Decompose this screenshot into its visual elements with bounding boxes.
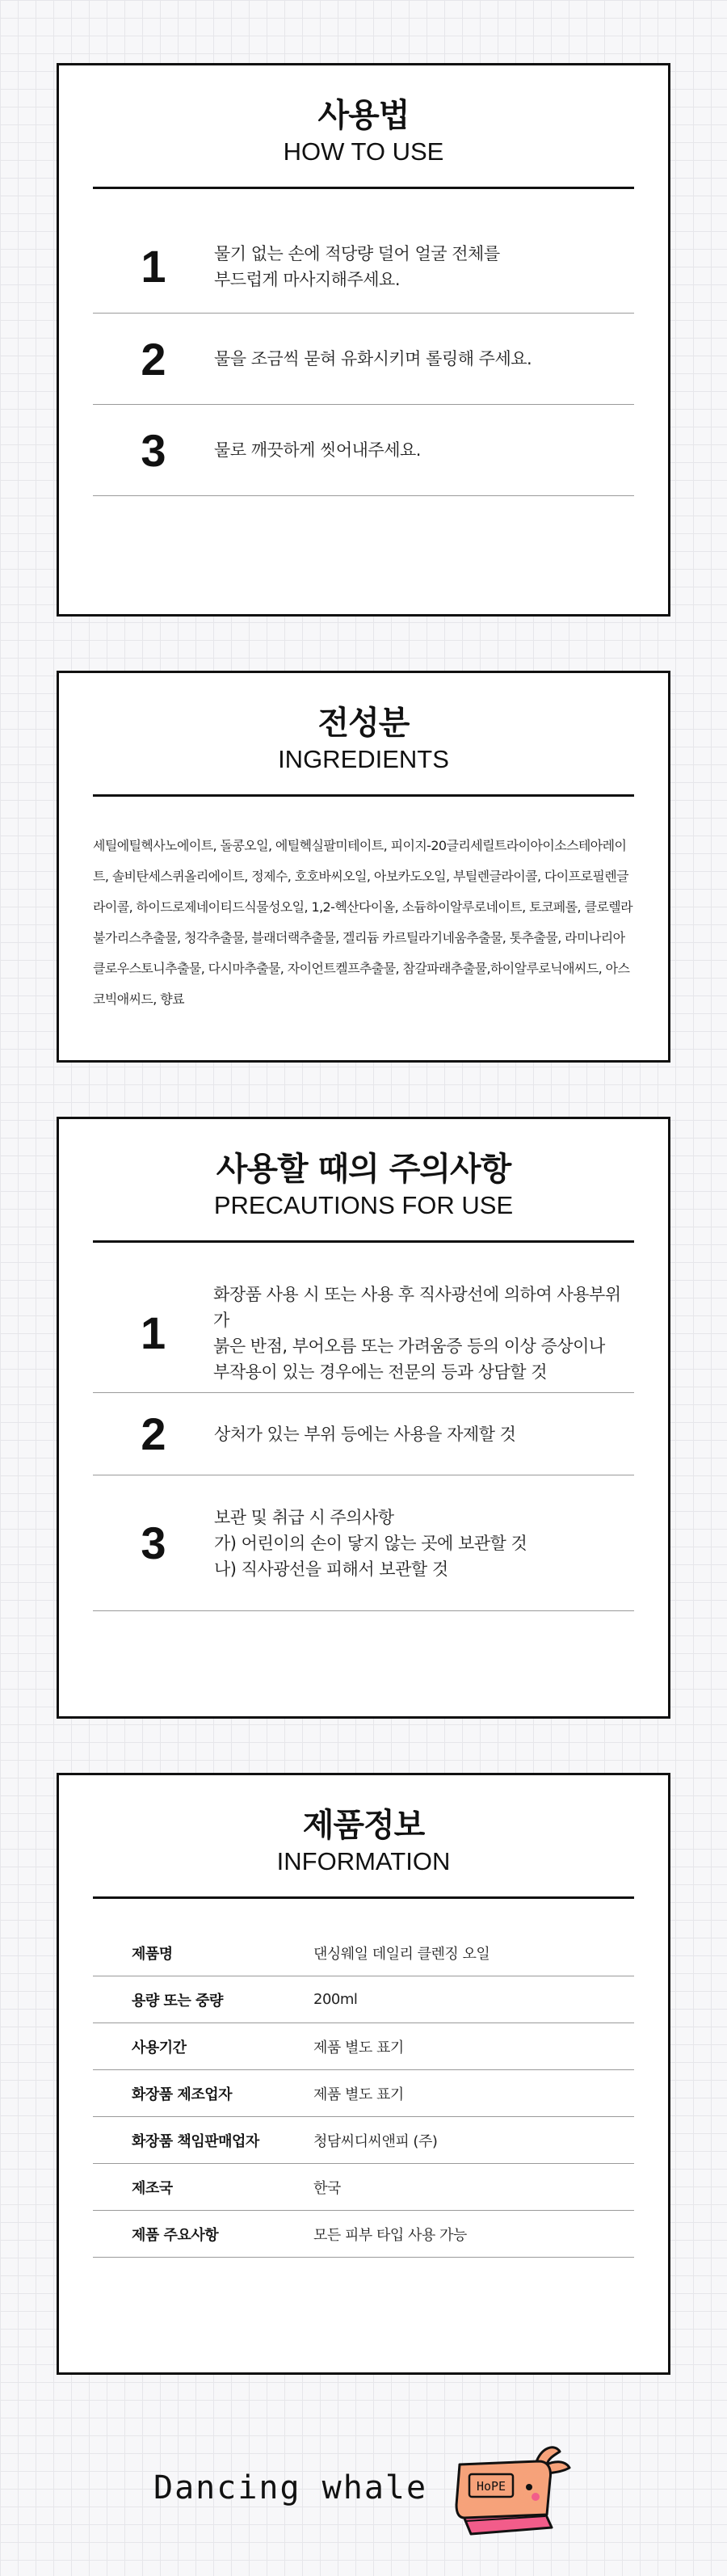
step-number: 1: [141, 241, 166, 292]
info-label: 사용기간: [132, 2039, 187, 2056]
ingredients-header: [59, 673, 668, 775]
info-row: [93, 2070, 634, 2117]
information-title-ko: 제품정보: [302, 1807, 425, 1844]
info-label: 제품 주요사항: [132, 2226, 219, 2244]
precautions-steps: [93, 1273, 634, 1611]
header-divider: [93, 1240, 634, 1243]
how-to-use-title-en: HOW TO USE: [283, 137, 444, 166]
info-row: [93, 2211, 634, 2258]
information-header: [59, 1775, 668, 1877]
how-to-use-steps: [93, 220, 634, 496]
info-value: 200ml: [313, 1991, 358, 2008]
info-label: 화장품 책임판매업자: [132, 2132, 259, 2150]
info-label: 용량 또는 중량: [132, 1992, 223, 2010]
step-number: 2: [141, 333, 166, 385]
information-card: [57, 1773, 670, 2375]
step-row: [93, 1273, 634, 1393]
brand-footer: [0, 2440, 727, 2545]
step-text: 보관 및 취급 시 주의사항 가) 어린이의 손이 닿지 않는 곳에 보관할 것 나) 직사광선을 피해서 보관할 것: [214, 1507, 527, 1579]
step-row: [93, 1393, 634, 1475]
step-text: 물로 깨끗하게 씻어내주세요.: [214, 440, 421, 460]
precautions-header: [59, 1119, 668, 1221]
step-text: 상처가 있는 부위 등에는 사용을 자제할 것: [214, 1424, 516, 1444]
info-value: 모든 피부 타입 사용 가능: [313, 2226, 467, 2244]
info-value: 제품 별도 표기: [313, 2039, 404, 2056]
step-row: [93, 405, 634, 496]
step-row: [93, 314, 634, 405]
brand-logo-text: Dancing whale: [153, 2469, 428, 2507]
info-value: 한국: [313, 2179, 341, 2197]
how-to-use-card: [57, 63, 670, 617]
info-label: 화장품 제조업자: [132, 2086, 232, 2103]
step-number: 1: [140, 1307, 166, 1358]
whale-badge-text: HoPE: [476, 2479, 506, 2494]
step-text: 화장품 사용 시 또는 사용 후 직사광선에 의하여 사용부위가 붉은 반점, 부어오름 또는 가려움증 등의 이상 증상이나 부작용이 있는 경우에는 전문의 등과 상담할 것: [213, 1284, 621, 1382]
info-label: 제품명: [132, 1945, 173, 1963]
precautions-title-ko: 사용할 때의 주의사항: [216, 1151, 511, 1188]
step-number: 2: [141, 1408, 166, 1459]
info-row: [93, 2023, 634, 2070]
step-row: [93, 1475, 634, 1611]
how-to-use-header: [59, 65, 668, 167]
step-number: 3: [141, 1517, 166, 1568]
whale-logo-icon: [448, 2440, 578, 2541]
ingredients-list: 세틸에틸헥사노에이트, 돌콩오일, 에틸헥실팔미테이트, 피이지-20글리세릴트라이아이소스테아레이트, 솔비탄세스퀴올리에이트, 정제수, 호호바씨오일, 아보카도오일, 부틸렌글라이콜, 다이프로필렌글라이콜, 하이드로제네이티드식물성오일, 1,2-헥산다이올, 소듐하이알루로네이트, 토코페롤, 클로렐라 불가리스추출물, 청각추출물, 블래더랙추출물, 겔리듐 카르틸라기네움추출물, 톳추출물, 라미나리아 클로우스토니추출물, 다시마추출물, 자이언트켈프추출물, 참갈파래추출물,하이알루로닉애씨드, 아스코빅애씨드, 향료: [93, 838, 632, 1007]
info-row: [93, 2164, 634, 2211]
header-divider: [93, 1896, 634, 1899]
info-label: 제조국: [132, 2179, 173, 2197]
precautions-card: [57, 1117, 670, 1719]
info-row: [93, 2117, 634, 2164]
step-text: 물을 조금씩 묻혀 유화시키며 롤링해 주세요.: [214, 349, 532, 368]
step-row: [93, 220, 634, 314]
info-value: 댄싱웨일 데일리 클렌징 오일: [313, 1945, 490, 1963]
precautions-title-en: PRECAUTIONS FOR USE: [213, 1191, 514, 1219]
how-to-use-title-ko: 사용법: [317, 97, 410, 134]
step-text-line: 물기 없는 손에 적당량 덜어 얼굴 전체를 부드럽게 마사지해주세요.: [214, 243, 500, 289]
header-divider: [93, 794, 634, 797]
ingredients-title-ko: 전성분: [317, 705, 410, 742]
info-row: [93, 1976, 634, 2023]
information-table: [93, 1930, 634, 2258]
info-value: 청담씨디씨앤피 (주): [313, 2132, 438, 2150]
step-number: 3: [141, 424, 166, 476]
info-row: [93, 1930, 634, 1976]
info-value: 제품 별도 표기: [313, 2086, 404, 2103]
information-title-en: INFORMATION: [276, 1847, 451, 1875]
step-text: [214, 241, 500, 293]
header-divider: [93, 187, 634, 189]
ingredients-title-en: INGREDIENTS: [278, 745, 449, 773]
ingredients-card: [57, 671, 670, 1063]
